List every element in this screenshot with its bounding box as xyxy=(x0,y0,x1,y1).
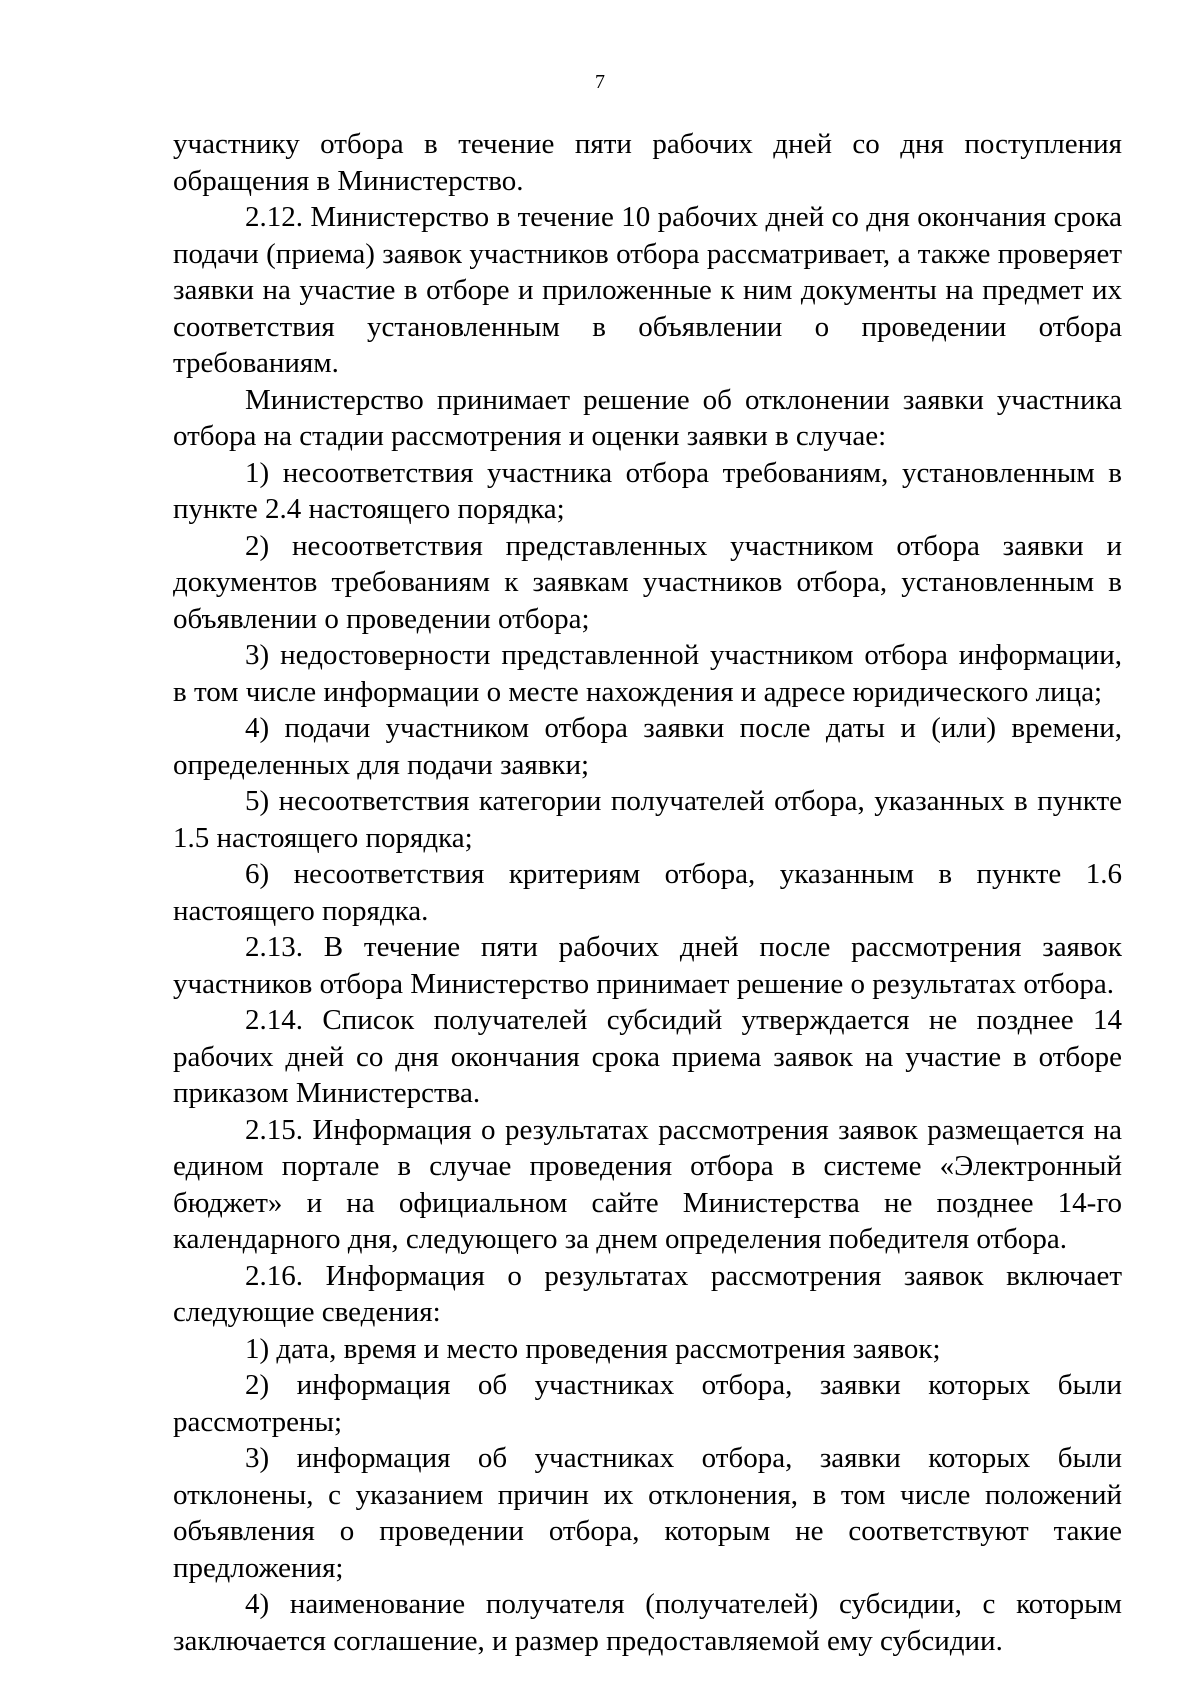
paragraph: 2.15. Информация о результатах рассмотрения заявок размещается на едином портале в случае проведения отбора в системе «Электронный бюджет» и на официальном сайте Министерства не позднее 14-го календарного дня, следующего за днем определения победителя отбора. xyxy=(173,1113,1122,1255)
paragraph: участнику отбора в течение пяти рабочих дней со дня поступления обращения в Министерство. xyxy=(173,128,1122,197)
paragraph: 2.13. В течение пяти рабочих дней после рассмотрения заявок участников отбора Министерство принимает решение о результатах отбора. xyxy=(173,931,1122,1000)
paragraph: 2) информация об участниках отбора, заявки которых были рассмотрены; xyxy=(173,1369,1122,1438)
paragraph: 3) информация об участниках отбора, заявки которых были отклонены, с указанием причин их отклонения, в том числе положений объявления о проведении отбора, которым не соответствуют такие предложения; xyxy=(173,1442,1122,1584)
paragraph: 1) дата, время и место проведения рассмотрения заявок; xyxy=(245,1332,941,1365)
paragraph: 2.14. Список получателей субсидий утверждается не позднее 14 рабочих дней со дня окончания срока приема заявок на участие в отборе приказом Министерства. xyxy=(173,1004,1122,1109)
paragraph: 2.12. Министерство в течение 10 рабочих дней со дня окончания срока подачи (приема) заявок участников отбора рассматривает, а также проверяет заявки на участие в отборе и приложенные к ним документы на предмет их соответствия установленным в объявлении о проведении отбора требованиям. xyxy=(173,201,1122,379)
paragraph: 2.16. Информация о результатах рассмотрения заявок включает следующие сведения: xyxy=(173,1259,1122,1328)
paragraph: 4) подачи участником отбора заявки после даты и (или) времени, определенных для подачи заявки; xyxy=(173,712,1122,781)
paragraph: 3) недостоверности представленной участником отбора информации, в том числе информации о месте нахождения и адресе юридического лица; xyxy=(173,639,1122,708)
paragraph: Министерство принимает решение об отклонении заявки участника отбора на стадии рассмотрения и оценки заявки в случае: xyxy=(173,383,1122,452)
page-number: 7 xyxy=(595,71,605,93)
paragraph: 2) несоответствия представленных участником отбора заявки и документов требованиям к заявкам участников отбора, установленным в объявлении о проведении отбора; xyxy=(173,529,1122,635)
document-body xyxy=(173,126,1122,1659)
paragraph: 5) несоответствия категории получателей отбора, указанных в пункте 1.5 настоящего порядка; xyxy=(173,785,1122,854)
paragraph: 1) несоответствия участника отбора требованиям, установленным в пункте 2.4 настоящего порядка; xyxy=(173,456,1122,525)
paragraph: 4) наименование получателя (получателей) субсидии, с которым заключается соглашение, и размер предоставляемой ему субсидии. xyxy=(173,1588,1122,1657)
paragraph: 6) несоответствия критериям отбора, указанным в пункте 1.6 настоящего порядка. xyxy=(173,858,1122,927)
